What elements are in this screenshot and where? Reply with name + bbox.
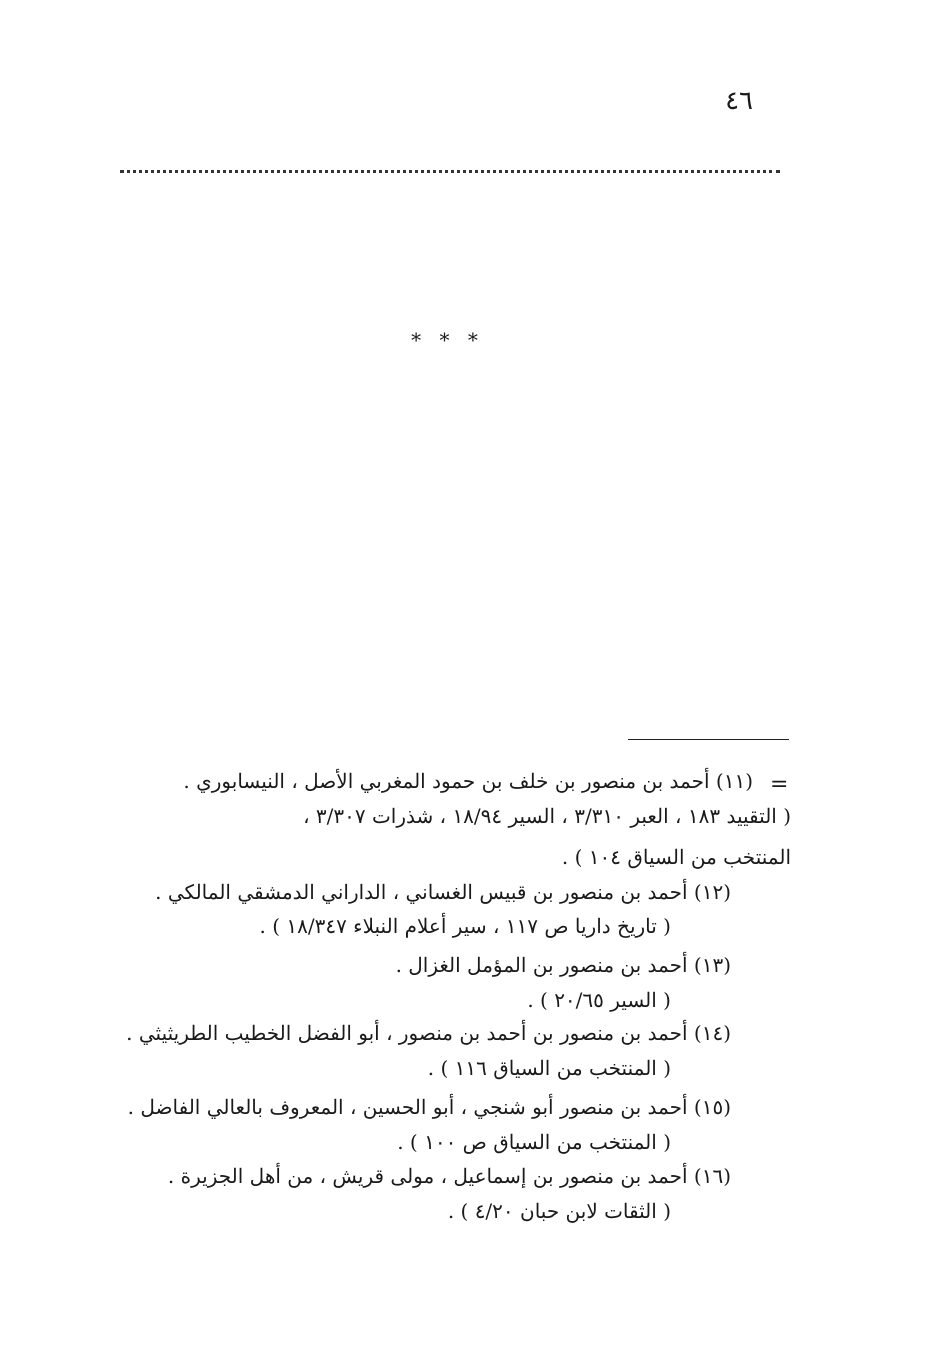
footnote-11-entry: (١١) أحمد بن منصور بن خلف بن حمود المغربي الأصل ، النيسابوري . — [183, 769, 753, 793]
footnote-15-sources: ( المنتخب من السياق ص ١٠٠ ) . — [397, 1130, 671, 1154]
section-separator-stars: * * * — [411, 328, 484, 352]
dotted-separator — [120, 170, 780, 173]
footnote-12-entry: (١٢) أحمد بن منصور بن قبيس الغساني ، الداراني الدمشقي المالكي . — [155, 880, 731, 904]
page-number: ٤٦ — [725, 86, 753, 116]
footnote-13-sources: ( السير ٢٠/٦٥ ) . — [527, 988, 671, 1012]
footnote-14-entry: (١٤) أحمد بن منصور بن أحمد بن منصور ، أبو الفضل الخطيب الطريثيثي . — [126, 1021, 731, 1045]
footnote-16-entry: (١٦) أحمد بن منصور بن إسماعيل ، مولى قريش ، من أهل الجزيرة . — [167, 1164, 731, 1188]
footnote-15-entry: (١٥) أحمد بن منصور أبو شنجي ، أبو الحسين ، المعروف بالعالي الفاضل . — [127, 1095, 731, 1119]
footnote-12-sources: ( تاريخ داريا ص ١١٧ ، سير أعلام النبلاء ١٨/٣٤٧ ) . — [259, 914, 671, 938]
footnote-11-sources: ( التقييد ١٨٣ ، العبر ٣/٣١٠ ، السير ١٨/٩٤ ، شذرات ٣/٣٠٧ ، — [303, 804, 791, 828]
footnote-16-sources: ( الثقات لابن حبان ٤/٢٠ ) . — [447, 1199, 671, 1223]
continuation-mark: = — [770, 772, 789, 797]
footnote-rule — [628, 739, 789, 740]
footnote-11-sources-cont: المنتخب من السياق ١٠٤ ) . — [561, 845, 791, 869]
footnote-14-sources: ( المنتخب من السياق ١١٦ ) . — [427, 1056, 671, 1080]
footnote-13-entry: (١٣) أحمد بن منصور بن المؤمل الغزال . — [395, 953, 731, 977]
